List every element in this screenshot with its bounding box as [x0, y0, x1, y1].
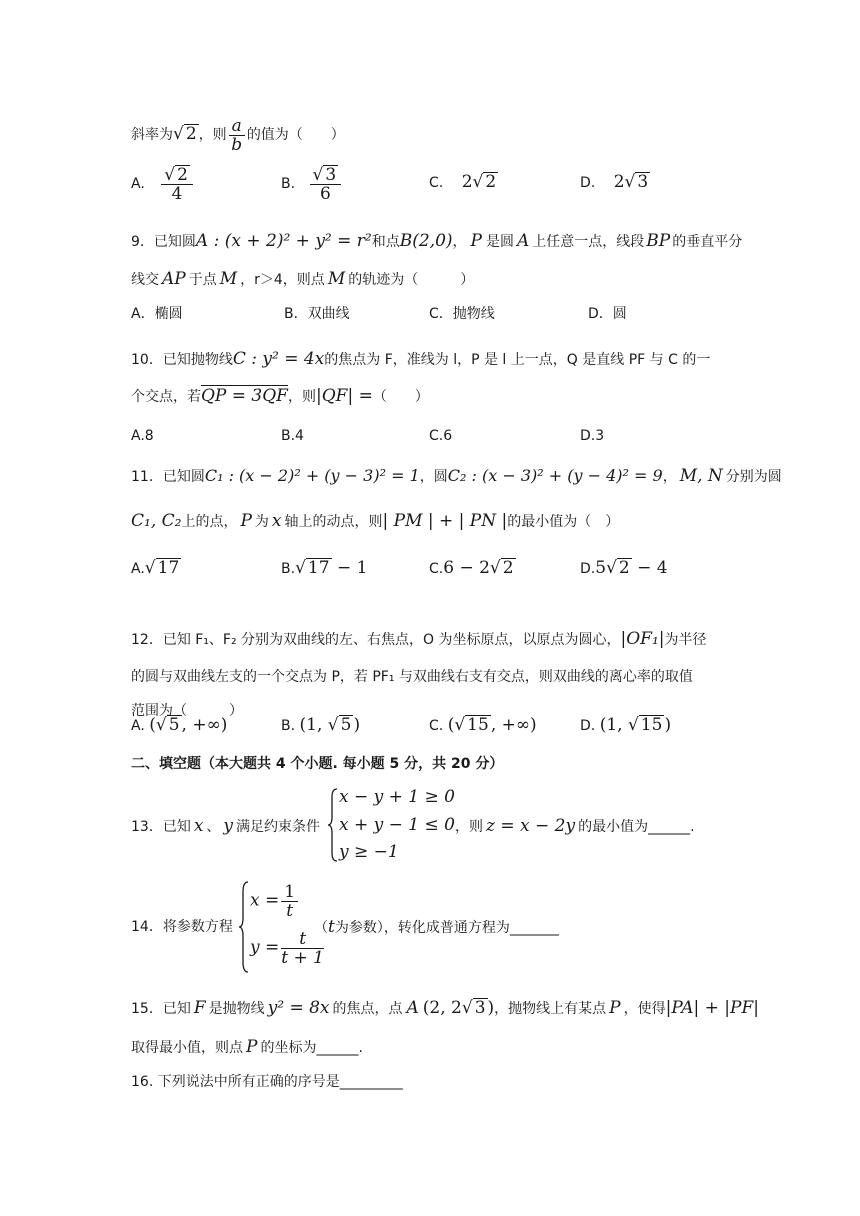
q9-line-2: 线交 AP 于点 M ，r＞4，则点 M 的轨迹为（ ） — [131, 269, 475, 289]
q8-option-a[interactable]: A. $\frac{√ 2}{4}$ — [131, 164, 195, 204]
q10-option-d[interactable]: D.3 — [580, 428, 605, 444]
q9-option-b[interactable]: B．双曲线 — [284, 306, 350, 322]
vector-equation: QP = 3QF — [201, 386, 288, 406]
q12-option-b[interactable]: B. (1, √ 5 ) — [281, 715, 361, 735]
sqrt-2: 2 — [185, 124, 197, 144]
q10-line-2: 个交点，若QP = 3QF，则|QF| =（ ） — [131, 386, 429, 406]
q9-line-1: 9．已知圆A : (x + 2)² + y² = r²和点B(2,0)， P 是圆 A 上任意一点，线段 BP 的垂直平分 — [131, 231, 743, 251]
q12-line-2: 的圆与双曲线左支的一个交点为 P，若 PF₁ 与双曲线右支有交点，则双曲线的离心率的取值 — [131, 669, 693, 685]
q13-constraint-2: x + y − 1 ≤ 0 — [339, 815, 455, 835]
q11-option-d[interactable]: D.5√ 2 − 4 — [580, 558, 668, 578]
q11-option-a[interactable]: A.√ 17 — [131, 558, 180, 578]
q12-option-c[interactable]: C. (√ 15 , +∞) — [429, 715, 537, 735]
q9-option-d[interactable]: D．圆 — [588, 306, 627, 322]
q11-option-c[interactable]: C.6 − 2√ 2 — [429, 558, 514, 578]
q12-option-a[interactable]: A. (√ 5 , +∞) — [131, 715, 228, 735]
q10-line-1: 10．已知抛物线C : y² = 4x的焦点为 F，准线为 l，P 是 l 上一点，Q 是直线 PF 与 C 的一 — [131, 349, 711, 369]
q14-brace — [238, 880, 250, 974]
q10-option-c[interactable]: C.6 — [429, 428, 453, 444]
q8-option-b[interactable]: B. $\frac{√ 3}{6}$ — [281, 164, 343, 204]
q12-line-3: 范围为（ ） — [131, 703, 243, 719]
q11-line-2: C₁, C₂上的点， P 为 x 轴上的动点，则| PM | + | PN |的最小值为（ ） — [131, 511, 620, 531]
q11-option-b[interactable]: B.√ 17 − 1 — [281, 558, 368, 578]
q14-x-equation: x = $\frac{1}{t}$ — [250, 883, 300, 920]
q14-y-equation: y = $\frac{t}{t + 1}$ — [250, 929, 324, 968]
q9-option-a[interactable]: A．椭圆 — [131, 306, 183, 322]
q13-brace — [327, 787, 339, 863]
q10-option-a[interactable]: A.8 — [131, 428, 154, 444]
q10-option-b[interactable]: B.4 — [281, 428, 304, 444]
q11-line-1: 11．已知圆C₁ : (x − 2)² + (y − 3)² = 1，圆C₂ : (x − 3)² + (y − 4)² = 9， M, N 分别为圆 — [131, 466, 782, 486]
q13-prefix: 13．已知 x 、 y 满足约束条件 — [131, 816, 321, 836]
q8-stem: 斜率为√ 2 ，则 $\frac{a}{b}$ 的值为（ ） — [131, 115, 345, 155]
q15-line-2: 取得最小值，则点 P 的坐标为______. — [131, 1037, 363, 1057]
q14-suffix: （t为参数），转化成普通方程为_______ — [314, 917, 559, 937]
q12-line-1: 12．已知 F₁、F₂ 分别为双曲线的左、右焦点，O 为坐标原点，以原点为圆心，|OF₁|为半径 — [131, 629, 707, 649]
section-heading: 二、填空题（本大题共 4 个小题. 每小题 5 分，共 20 分） — [131, 756, 504, 772]
q13-constraint-3: y ≥ −1 — [339, 842, 399, 862]
q12-option-d[interactable]: D. (1, √ 15 ) — [580, 715, 672, 735]
fraction-a-over-b: $\frac{a}{b}$ — [229, 117, 245, 154]
q13-constraint-1: x − y + 1 ≥ 0 — [339, 787, 455, 807]
q14-prefix: 14．将参数方程 — [131, 919, 233, 935]
q8-option-d[interactable]: D. 2√ 3 — [580, 172, 649, 192]
q16-line: 16. 下列说法中所有正确的序号是_________ — [131, 1074, 403, 1090]
q9-option-c[interactable]: C．抛物线 — [429, 306, 495, 322]
q15-line-1: 15．已知 F 是抛物线 y² = 8x 的焦点，点 A (2, 2√ 3 )，抛物线上有某点 P ，使得|PA| + |PF| — [131, 998, 759, 1018]
q8-option-c[interactable]: C. 2√ 2 — [429, 172, 497, 192]
q13-suffix: ，则 z = x − 2y 的最小值为______. — [455, 816, 695, 836]
